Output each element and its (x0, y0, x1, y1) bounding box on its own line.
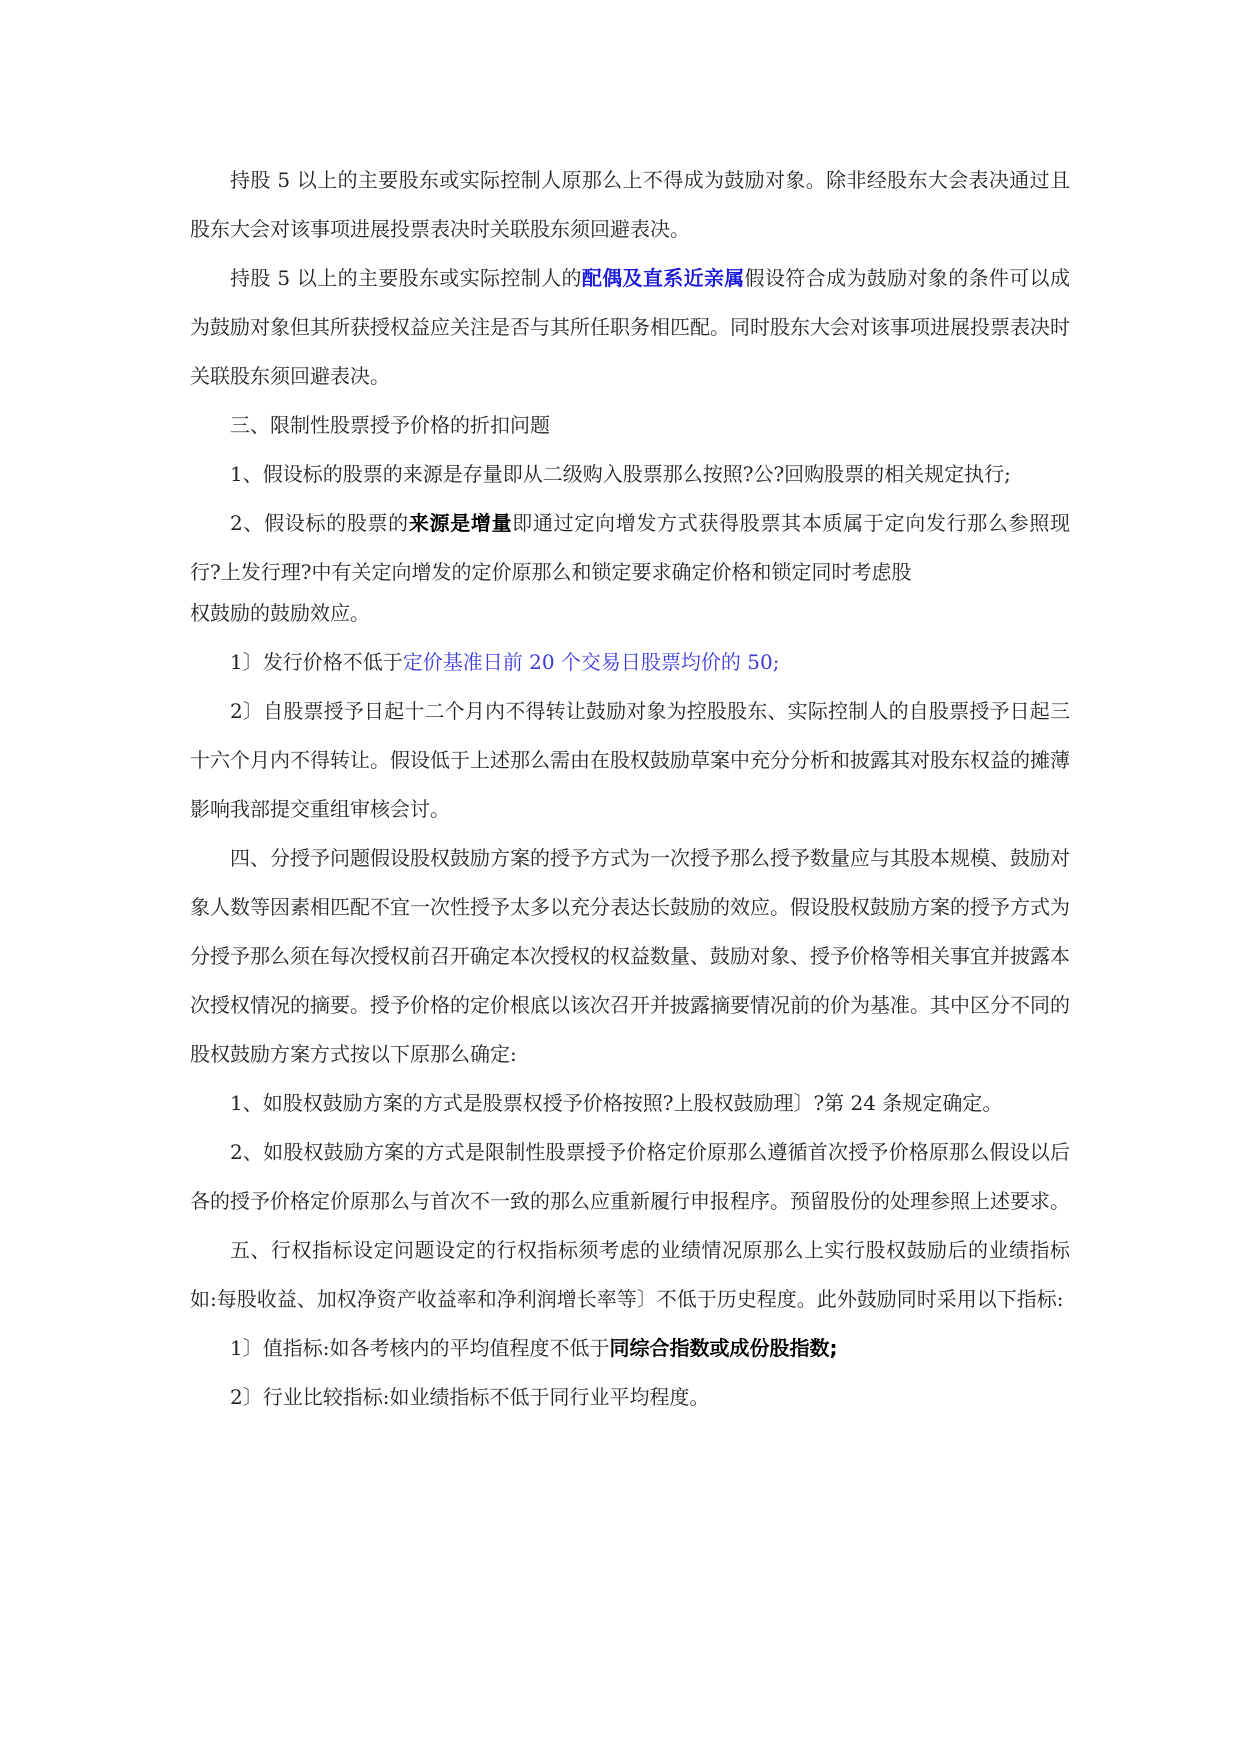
paragraph-text: 持股 5 以上的主要股东或实际控制人原那么上不得成为鼓励对象。除非经股东大会表决通过且股东大会对该事项进展投票表决时关联股东须回避表决。 (190, 168, 1070, 241)
paragraph-text: 1、假设标的股票的来源是存量即从二级购入股票那么按照?公?回购股票的相关规定执行; (230, 462, 1011, 486)
paragraph-stock-source-increment (190, 499, 1070, 597)
section-heading-price-discount (190, 401, 1070, 450)
paragraph-text: 四、分授予问题假设股权鼓励方案的授予方式为一次授予那么授予数量应与其股本规模、鼓励对象人数等因素相匹配不宜一次性授予太多以充分表达长鼓励的效应。假设股权鼓励方案的授予方式为分授予那么须在每次授权前召开确定本次授权的权益数量、鼓励对象、授予价格等相关事宜并披露本次授权情况的摘要。授予价格的定价根底以该次召开并披露摘要情况前的价为基准。其中区分不同的股权鼓励方案方式按以下原那么确定: (190, 846, 1070, 1066)
highlight-spouse-relatives: 配偶及直系近亲属 (581, 266, 745, 290)
paragraph-stock-source-existing (190, 450, 1070, 499)
paragraph-stock-source-increment-tail (190, 593, 1070, 634)
paragraph-text: 即通过定向增发方式获得股票其本质属于定向发行那么参照现行?上发行理?中有关定向增发的定价原那么和锁定要求确定价格和锁定同时考虑股 (190, 511, 1071, 584)
paragraph-value-indicator (190, 1324, 1070, 1373)
paragraph-major-shareholder (190, 156, 1070, 254)
paragraph-text: 2〕行业比较指标:如业绩指标不低于同行业平均程度。 (230, 1385, 710, 1409)
paragraph-text: 2、如股权鼓励方案的方式是限制性股票授予价格定价原那么遵循首次授予价格原那么假设以后各的授予价格定价原那么与首次不一致的那么应重新履行申报程序。预留股份的处理参照上述要求。 (190, 1140, 1070, 1213)
paragraph-text: 1、如股权鼓励方案的方式是股票权授予价格按照?上股权鼓励理〕?第 24 条规定确定。 (230, 1091, 1003, 1115)
paragraph-text: 1〕值指标:如各考核内的平均值程度不低于 (230, 1336, 610, 1360)
document-body (190, 156, 1070, 1422)
paragraph-text: 2、假设标的股票的 (230, 511, 409, 535)
paragraph-lock-period (190, 687, 1070, 834)
paragraph-text: 1〕发行价格不低于 (230, 650, 403, 674)
paragraph-exercise-indicators (190, 1226, 1070, 1324)
paragraph-option-price (190, 1079, 1070, 1128)
paragraph-issue-price (190, 638, 1070, 687)
heading-text: 三、限制性股票授予价格的折扣问题 (230, 413, 550, 437)
highlight-index: 同综合指数或成份股指数; (609, 1336, 838, 1360)
paragraph-restricted-price (190, 1128, 1070, 1226)
paragraph-text: 权鼓励的鼓励效应。 (190, 601, 370, 625)
paragraph-industry-indicator (190, 1373, 1070, 1422)
paragraph-text: 假设符合成为鼓励对象的条件可以成为鼓励对象但其所获授权益应关注是否与其所任职务相匹配。同时股东大会对该事项进展投票表决时关联股东须回避表决。 (190, 266, 1070, 388)
paragraph-text: 五、行权指标设定问题设定的行权指标须考虑的业绩情况原那么上实行股权鼓励后的业绩指标如:每股收益、加权净资产收益率和净利润增长率等〕不低于历史程度。此外鼓励同时采用以下指标: (190, 1238, 1070, 1311)
highlight-pricing-base: 定价基准日前 20 个交易日股票均价的 50; (402, 650, 780, 674)
highlight-source-increment: 来源是增量 (408, 511, 513, 535)
paragraph-text: 持股 5 以上的主要股东或实际控制人的 (230, 266, 582, 290)
paragraph-spouse-relatives (190, 254, 1070, 401)
paragraph-text: 2〕自股票授予日起十二个月内不得转让鼓励对象为控股股东、实际控制人的自股票授予日起三十六个月内不得转让。假设低于上述那么需由在股权鼓励草案中充分分析和披露其对股东权益的摊薄影响我部提交重组审核会讨。 (190, 699, 1070, 821)
paragraph-grant-issue (190, 834, 1070, 1079)
